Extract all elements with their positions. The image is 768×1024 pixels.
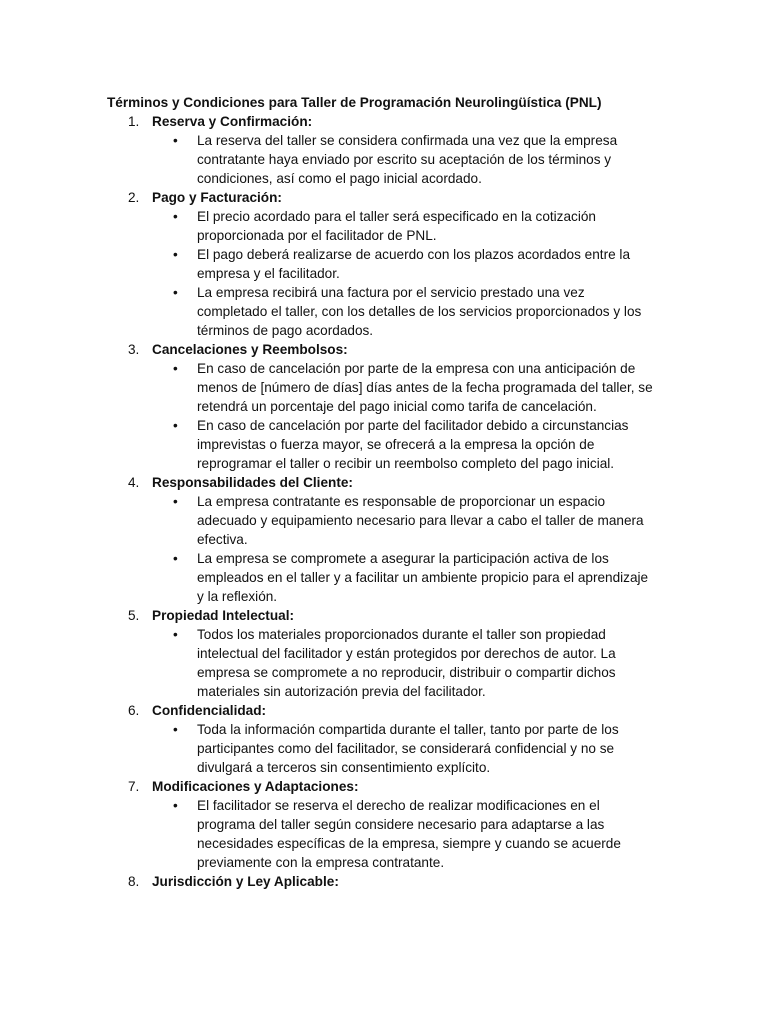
bullet-marker: •	[173, 361, 178, 376]
bullet-item	[0, 207, 768, 245]
section-heading: Cancelaciones y Reembolsos:	[152, 342, 348, 357]
bullet-marker: •	[173, 285, 178, 300]
bullet-text: El precio acordado para el taller será especificado en la cotización proporcionada por el facilitador de PNL.	[197, 209, 596, 243]
bullet-list	[0, 720, 768, 777]
section-heading: Jurisdicción y Ley Aplicable:	[152, 874, 339, 889]
document-title: Términos y Condiciones para Taller de Programación Neurolingüística (PNL)	[107, 95, 602, 110]
section-heading: Pago y Facturación:	[152, 190, 282, 205]
bullet-text: La reserva del taller se considera confirmada una vez que la empresa contratante haya enviado por escrito su aceptación de los términos y condiciones, así como el pago inicial acordado.	[197, 133, 618, 186]
bullet-text: La empresa se compromete a asegurar la participación activa de los empleados en el taller y a facilitar un ambiente propicio para el aprendizaje y la reflexión.	[197, 551, 649, 604]
terms-section	[0, 112, 768, 188]
bullet-text: Todos los materiales proporcionados durante el taller son propiedad intelectual del facilitador y están protegidos por derechos de autor. La empresa se compromete a no reproducir, distribuir o compartir dichos materiales sin autorización previa del facilitador.	[197, 627, 616, 699]
bullet-marker: •	[173, 722, 178, 737]
terms-section	[0, 340, 768, 473]
bullet-item	[0, 416, 768, 473]
bullet-item	[0, 796, 768, 872]
bullet-list	[0, 207, 768, 340]
section-number: 4.	[128, 475, 140, 490]
terms-section-list	[0, 112, 768, 891]
bullet-marker: •	[173, 798, 178, 813]
section-number: 2.	[128, 190, 140, 205]
section-number: 1.	[128, 114, 140, 129]
terms-section	[0, 777, 768, 872]
section-heading: Responsabilidades del Cliente:	[152, 475, 353, 490]
terms-section	[0, 473, 768, 606]
bullet-text: En caso de cancelación por parte del facilitador debido a circunstancias imprevistas o fuerza mayor, se ofrecerá a la empresa la opción de reprogramar el taller o recibir un reembolso completo del pago inicial.	[197, 418, 629, 471]
section-heading: Modificaciones y Adaptaciones:	[152, 779, 359, 794]
bullet-item	[0, 549, 768, 606]
bullet-text: En caso de cancelación por parte de la empresa con una anticipación de menos de [número de días] días antes de la fecha programada del taller, se retendrá un porcentaje del pago inicial como tarifa de cancelación.	[197, 361, 653, 414]
section-number: 3.	[128, 342, 140, 357]
section-heading: Confidencialidad:	[152, 703, 267, 718]
bullet-marker: •	[173, 494, 178, 509]
bullet-text: La empresa recibirá una factura por el servicio prestado una vez completado el taller, con los detalles de los servicios proporcionados y los términos de pago acordados.	[197, 285, 642, 338]
bullet-marker: •	[173, 418, 178, 433]
section-heading: Reserva y Confirmación:	[152, 114, 313, 129]
terms-section	[0, 606, 768, 701]
terms-section	[0, 872, 768, 891]
bullet-item	[0, 359, 768, 416]
bullet-item	[0, 283, 768, 340]
bullet-text: La empresa contratante es responsable de proporcionar un espacio adecuado y equipamiento necesario para llevar a cabo el taller de manera efectiva.	[197, 494, 644, 547]
bullet-item	[0, 492, 768, 549]
bullet-list	[0, 625, 768, 701]
bullet-text: El pago deberá realizarse de acuerdo con los plazos acordados entre la empresa y el facilitador.	[197, 247, 631, 281]
bullet-list	[0, 492, 768, 606]
bullet-item	[0, 245, 768, 283]
section-heading: Propiedad Intelectual:	[152, 608, 295, 623]
bullet-marker: •	[173, 209, 178, 224]
bullet-marker: •	[173, 627, 178, 642]
terms-section	[0, 701, 768, 777]
bullet-list	[0, 359, 768, 473]
section-number: 5.	[128, 608, 140, 623]
bullet-marker: •	[173, 247, 178, 262]
bullet-text: El facilitador se reserva el derecho de realizar modificaciones en el programa del taller según considere necesario para adaptarse a las necesidades específicas de la empresa, siempre y cuando se acuerde previamente con la empresa contratante.	[197, 798, 621, 870]
section-number: 7.	[128, 779, 140, 794]
bullet-item	[0, 625, 768, 701]
bullet-list	[0, 131, 768, 188]
bullet-list	[0, 796, 768, 872]
section-number: 6.	[128, 703, 140, 718]
bullet-marker: •	[173, 133, 178, 148]
bullet-text: Toda la información compartida durante el taller, tanto por parte de los participantes como del facilitador, se considerará confidencial y no se divulgará a terceros sin consentimiento explícito.	[197, 722, 619, 775]
section-number: 8.	[128, 874, 140, 889]
bullet-item	[0, 720, 768, 777]
terms-section	[0, 188, 768, 340]
bullet-item	[0, 131, 768, 188]
bullet-marker: •	[173, 551, 178, 566]
